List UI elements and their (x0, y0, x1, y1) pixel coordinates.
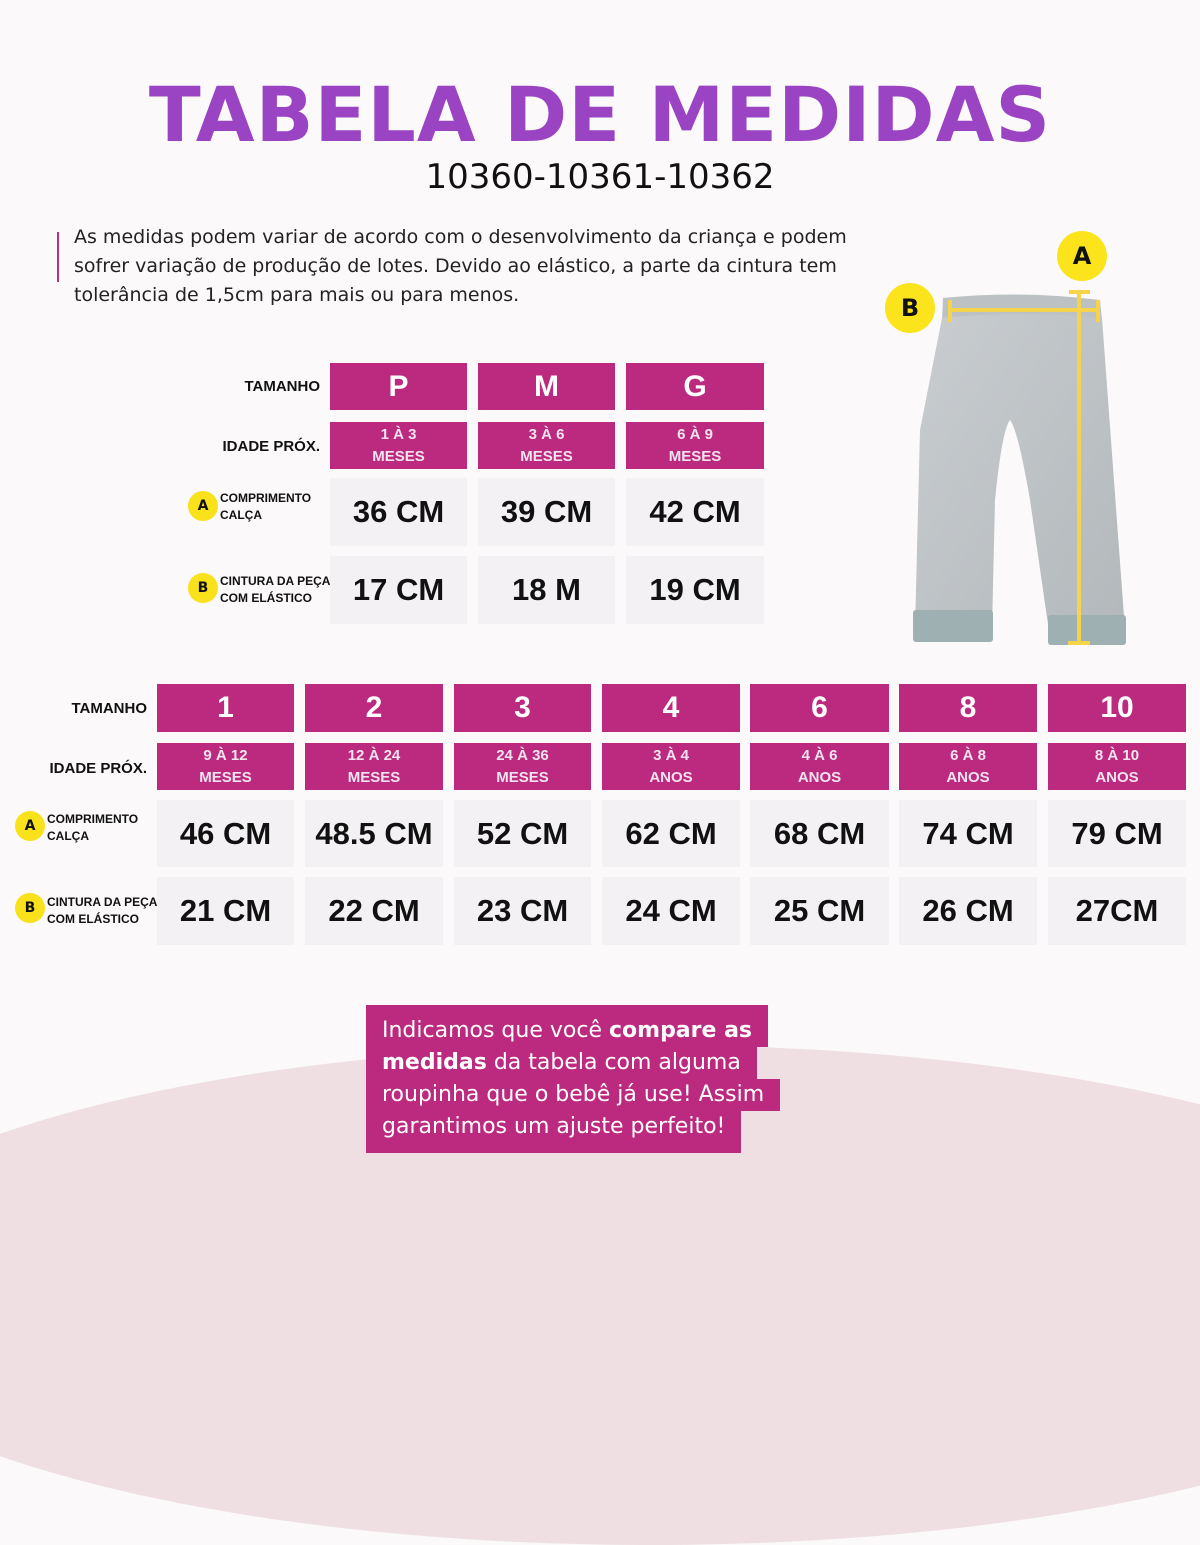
size-header-10: 10 (1048, 684, 1186, 732)
age-cell: 8 À 10 ANOS (1048, 743, 1186, 790)
length-cell: 42 CM (626, 478, 764, 546)
length-cell: 36 CM (330, 478, 467, 546)
age-cell: 24 À 36 MESES (454, 743, 591, 790)
row-label-length: COMPRIMENTO CALÇA (220, 491, 312, 522)
length-cell: 79 CM (1048, 800, 1186, 867)
waist-cell: 19 CM (626, 556, 764, 624)
waist-cell: 23 CM (454, 877, 591, 945)
row-label-length: COMPRIMENTO CALÇA (47, 812, 139, 843)
diagram-badge-a-icon: A (1057, 231, 1107, 281)
badge-a-icon: A (15, 811, 45, 841)
age-cell: 4 À 6 ANOS (750, 743, 889, 790)
waist-cell: 25 CM (750, 877, 889, 945)
age-cell: 3 À 6 MESES (478, 422, 615, 469)
length-cell: 62 CM (602, 800, 740, 867)
size-header-g: G (626, 363, 764, 410)
age-cell: 6 À 9 MESES (626, 422, 764, 469)
page-title: TABELA DE MEDIDAS (148, 70, 1052, 159)
size-header-1: 1 (157, 684, 294, 732)
row-label-size: TAMANHO (71, 700, 147, 717)
age-cell: 3 À 4 ANOS (602, 743, 740, 790)
waist-cell: 18 M (478, 556, 615, 624)
waist-cell: 27CM (1048, 877, 1186, 945)
product-codes: 10360-10361-10362 (425, 157, 775, 197)
callout-line-3: roupinha que o bebê já use! Assim (366, 1079, 780, 1111)
age-cell: 6 À 8 ANOS (899, 743, 1037, 790)
row-label-waist: CINTURA DA PEÇA COM ELÁSTICO (47, 895, 158, 926)
size-header-2: 2 (305, 684, 443, 732)
length-cell: 74 CM (899, 800, 1037, 867)
fit-tip-callout (366, 1005, 802, 1153)
waist-cell: 24 CM (602, 877, 740, 945)
waist-cell: 22 CM (305, 877, 443, 945)
length-cell: 68 CM (750, 800, 889, 867)
row-label-waist: CINTURA DA PEÇA COM ELÁSTICO (220, 574, 331, 605)
waist-cell: 21 CM (157, 877, 294, 945)
measurement-note: As medidas podem variar de acordo com o desenvolvimento da criança e podem sofrer variação de produção de lotes. Devido ao elástico, a parte da cintura tem tolerância de 1,5cm para mais ou para menos. (74, 226, 847, 306)
callout-line-4: garantimos um ajuste perfeito! (366, 1111, 741, 1153)
waist-cell: 26 CM (899, 877, 1037, 945)
size-header-6: 6 (750, 684, 889, 732)
length-cell: 52 CM (454, 800, 591, 867)
length-cell: 48.5 CM (305, 800, 443, 867)
age-cell: 9 À 12 MESES (157, 743, 294, 790)
row-label-size: TAMANHO (244, 378, 320, 395)
callout-line-2: medidas da tabela com alguma (366, 1047, 757, 1079)
length-cell: 46 CM (157, 800, 294, 867)
size-header-3: 3 (454, 684, 591, 732)
row-label-age: IDADE PRÓX. (222, 438, 320, 455)
note-accent-bar (57, 232, 59, 282)
badge-b-icon: B (15, 893, 45, 923)
size-header-4: 4 (602, 684, 740, 732)
waist-cell: 17 CM (330, 556, 467, 624)
badge-a-icon: A (188, 491, 218, 521)
size-header-p: P (330, 363, 467, 410)
age-cell: 1 À 3 MESES (330, 422, 467, 469)
callout-line-1: Indicamos que você compare as (366, 1005, 768, 1047)
size-header-m: M (478, 363, 615, 410)
row-label-age: IDADE PRÓX. (49, 760, 147, 777)
length-cell: 39 CM (478, 478, 615, 546)
size-header-8: 8 (899, 684, 1037, 732)
diagram-badge-b-icon: B (885, 283, 935, 333)
age-cell: 12 À 24 MESES (305, 743, 443, 790)
badge-b-icon: B (188, 573, 218, 603)
